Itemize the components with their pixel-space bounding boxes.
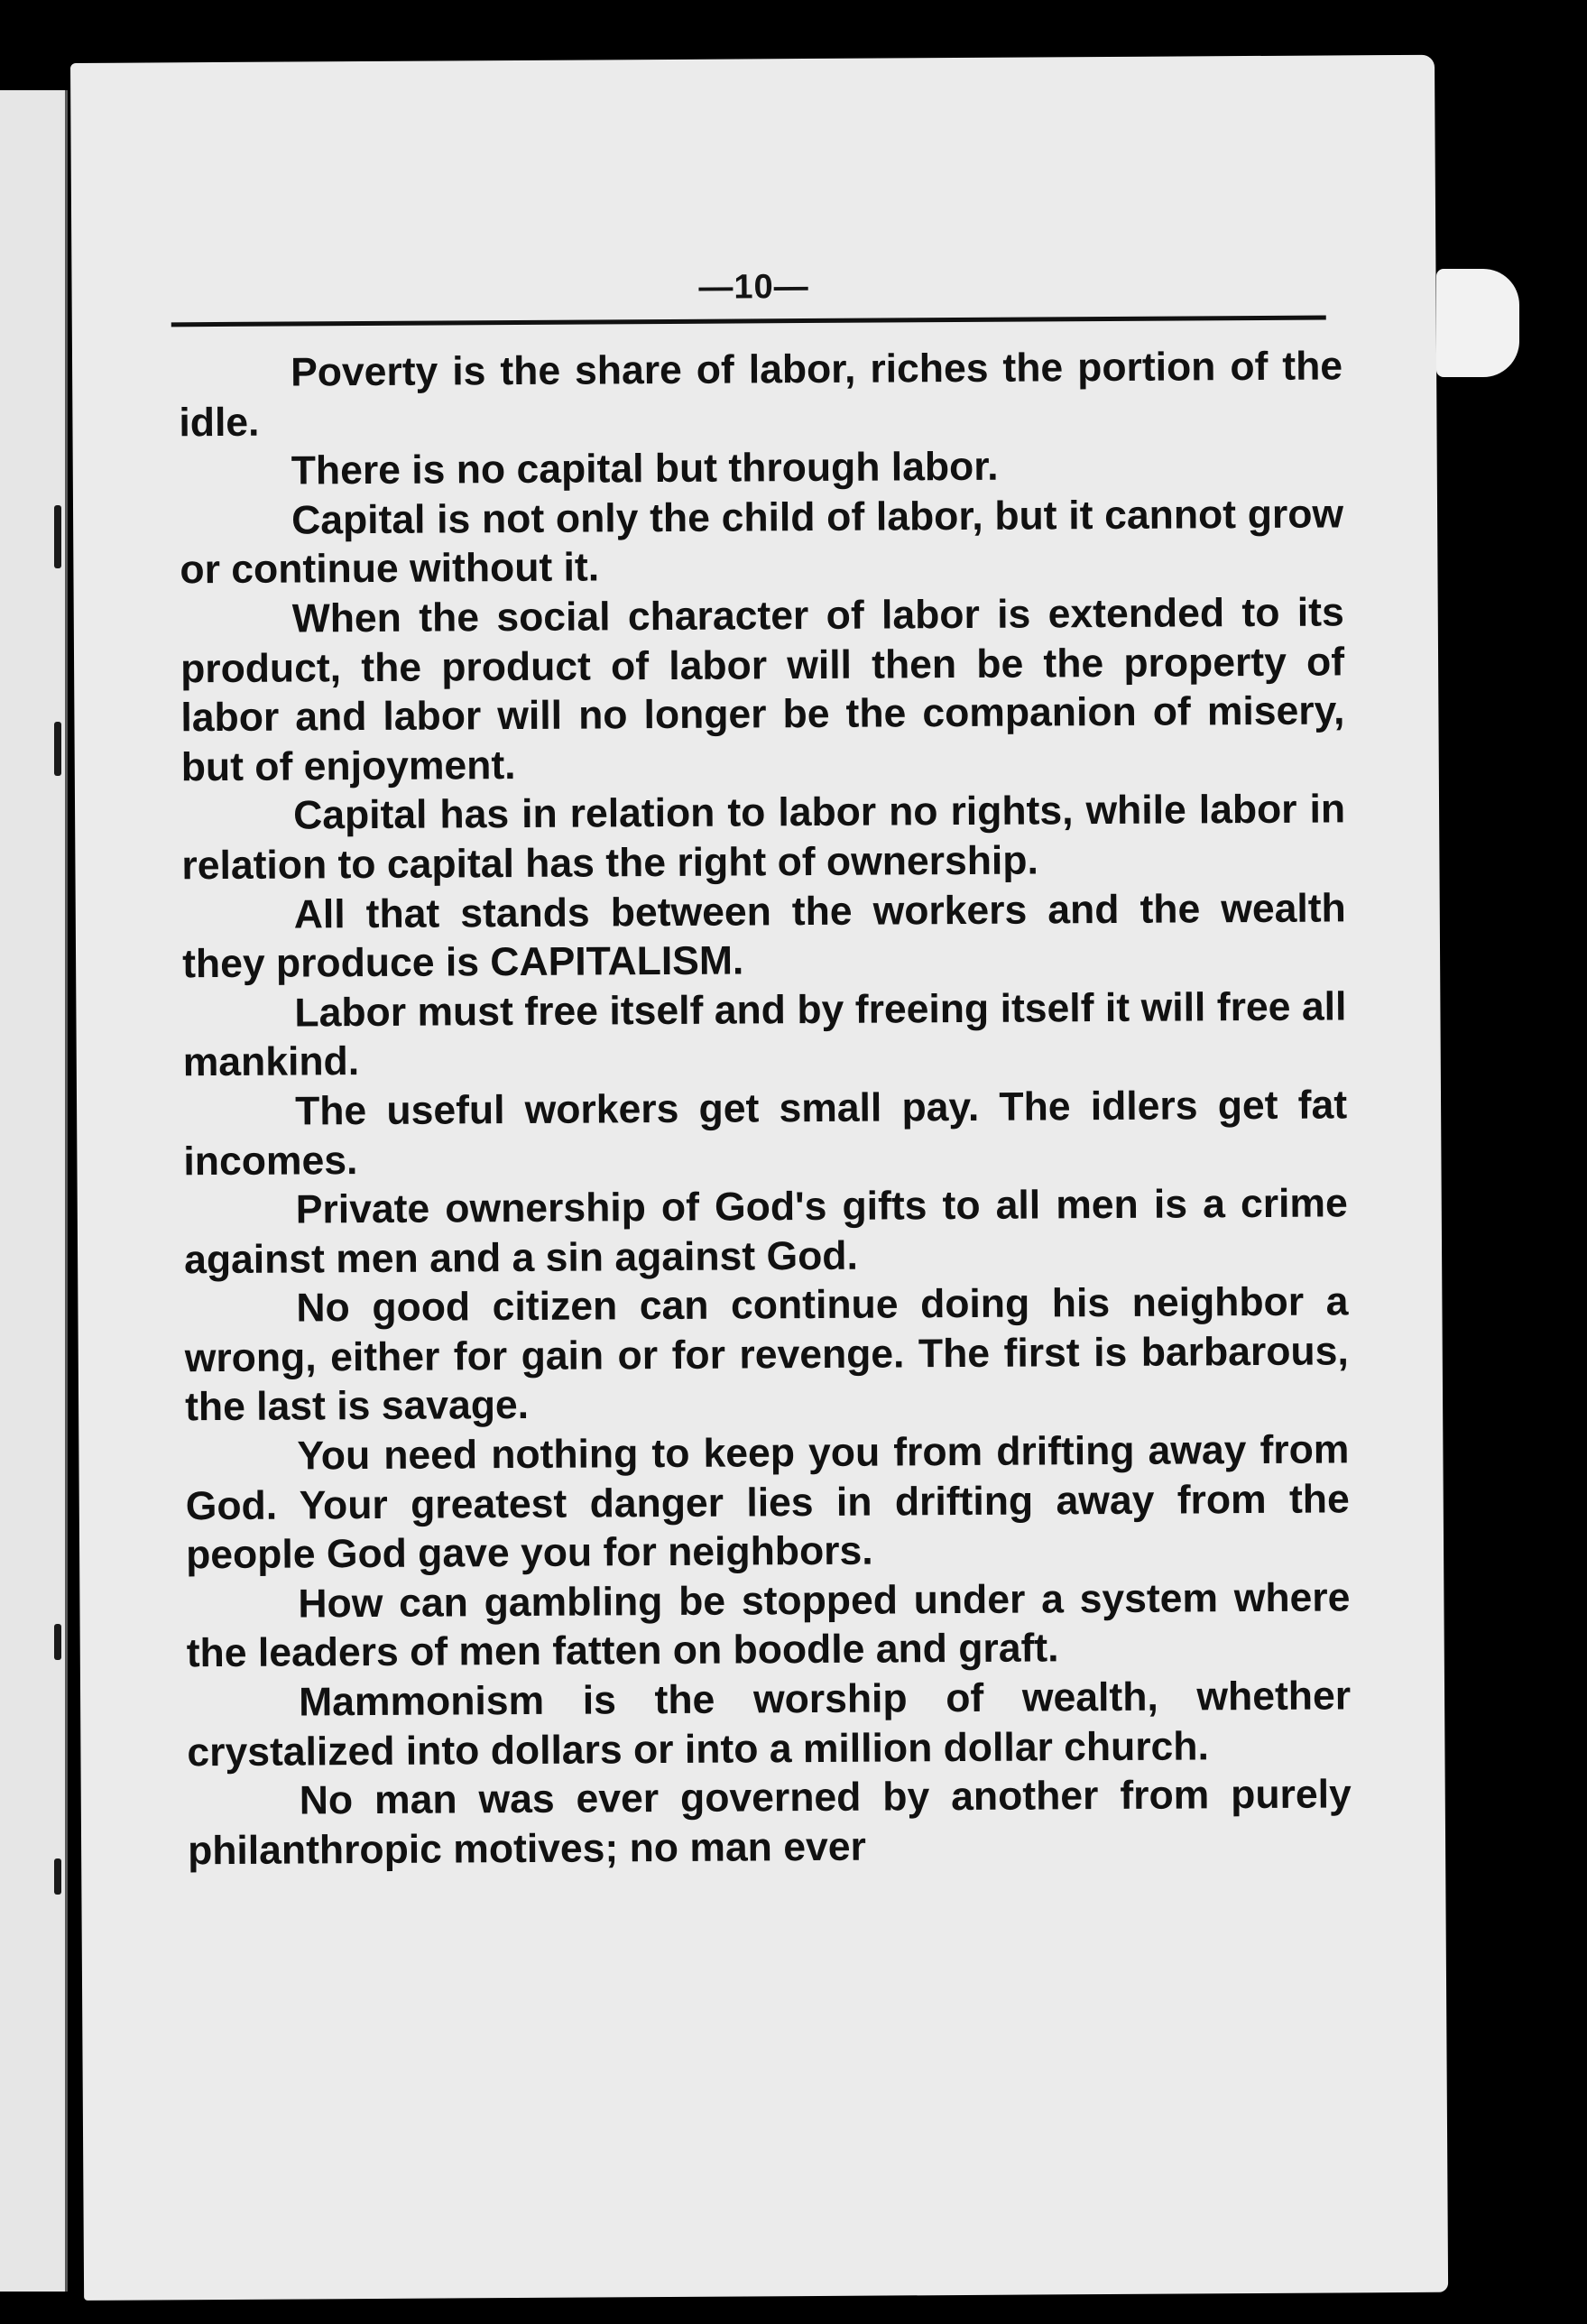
- margin-mark: [54, 505, 61, 568]
- page-number: —10—: [698, 268, 809, 307]
- margin-mark: [54, 1624, 61, 1660]
- paragraph: Private ownership of God's gifts to all men is a crime against men and a sin against God.: [183, 1181, 1348, 1282]
- left-page-edge: [0, 90, 68, 2292]
- page-edge-tab: [1436, 269, 1519, 377]
- margin-mark: [54, 1858, 61, 1895]
- paragraph: Mammonism is the worship of wealth, whether crystalized into dollars or into a million dollar church.: [187, 1674, 1352, 1775]
- paragraph: You need nothing to keep you from drifting away from God. Your greatest danger lies in drifting away from the people God gave you for neighbors.: [185, 1427, 1350, 1578]
- paragraph: Labor must free itself and by freeing itself it will free all mankind.: [182, 984, 1347, 1085]
- paragraph: How can gambling be stopped under a system where the leaders of men fatten on boodle and graft.: [186, 1575, 1351, 1676]
- paragraph: Capital is not only the child of labor, but it cannot grow or continue without it.: [180, 492, 1344, 593]
- paragraph: When the social character of labor is extended to its product, the product of labor will then be the property of labor and labor will no longer be the companion of misery, but of enjoyment.: [180, 590, 1345, 790]
- paragraph: Capital has in relation to labor no rights, while labor in relation to capital has the right of ownership.: [181, 787, 1346, 889]
- paragraph: No good citizen can continue doing his neighbor a wrong, either for gain or for revenge. The first is barbarous, the last is savage.: [184, 1279, 1349, 1430]
- paragraph: Poverty is the share of labor, riches the portion of the idle.: [179, 344, 1343, 445]
- paragraph: All that stands between the workers and the wealth they produce is CAPITALISM.: [181, 885, 1346, 987]
- paragraph: There is no capital but through labor.: [291, 444, 999, 493]
- book-page: [70, 55, 1448, 2301]
- body-text: [179, 342, 1352, 1876]
- paragraph: No man was ever governed by another from purely philanthropic motives; no man ever: [187, 1772, 1352, 1874]
- paragraph: The useful workers get small pay. The idlers get fat incomes.: [183, 1083, 1348, 1184]
- header-rule: [171, 316, 1326, 327]
- margin-mark: [54, 722, 61, 776]
